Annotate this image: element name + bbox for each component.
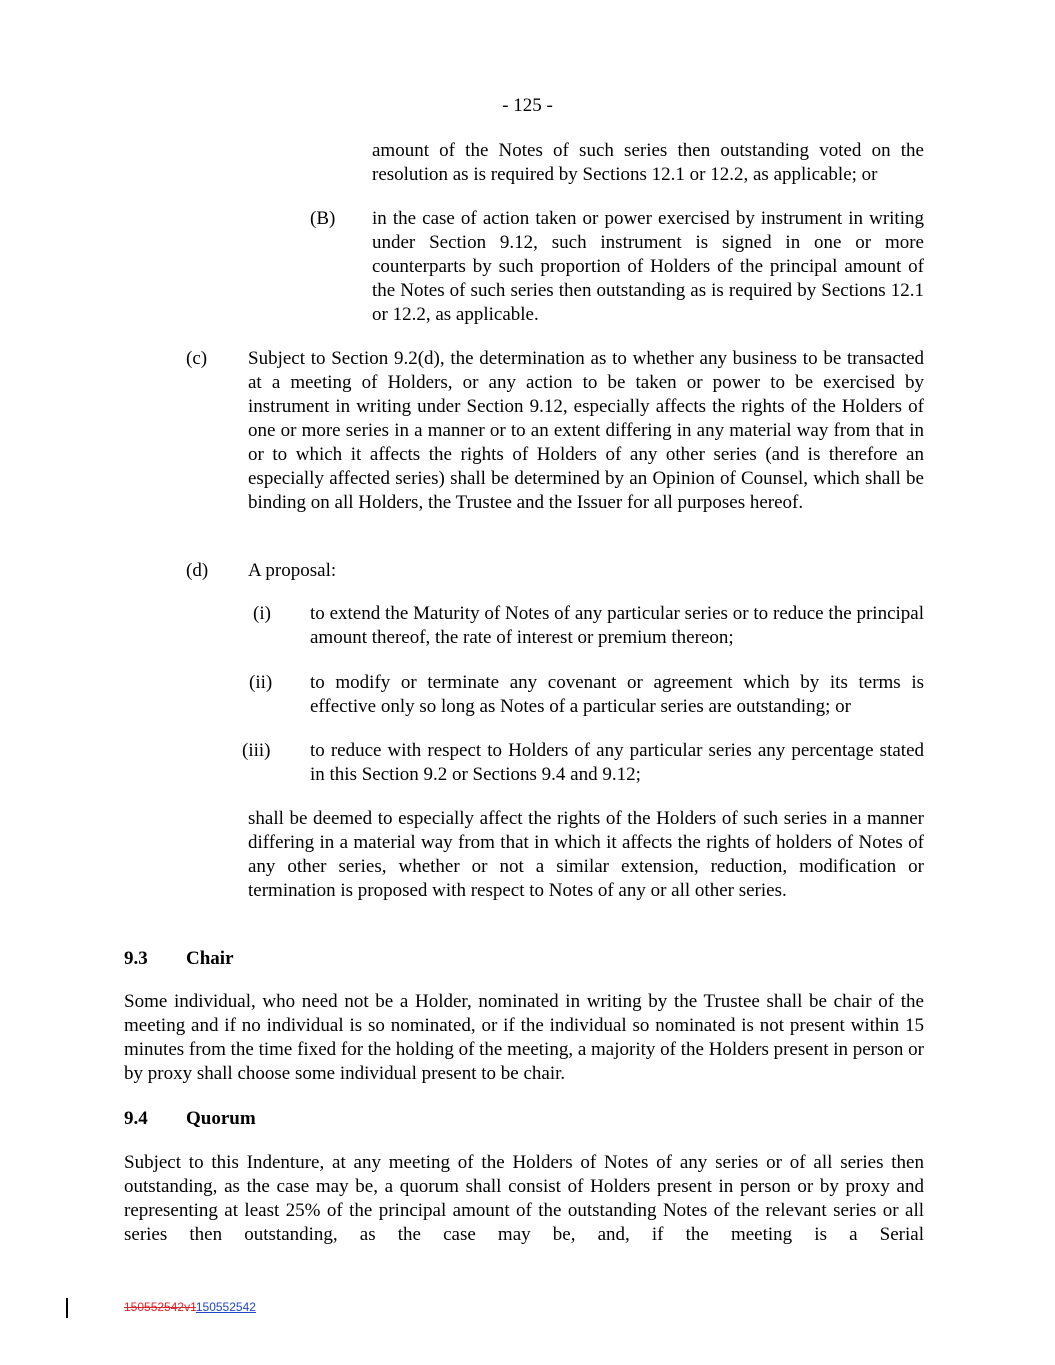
clause-d-label: (d) [186,560,209,581]
clause-d-iii-text: to reduce with respect to Holders of any particular series any percentage stated in this Section 9.2 or Sections 9.4 and 9.12; [310,740,924,785]
clause-d-iii-label: (iii) [242,740,271,761]
section-9-3-title: Chair [186,948,234,969]
document-id-inserted: 150552542 [195,1300,256,1314]
document-id [124,1299,256,1315]
clause-d-i-label: (i) [253,603,271,624]
clause-c-label: (c) [186,348,208,369]
clause-B-text: in the case of action taken or power exercised by instrument in writing under Section 9.12, such instrument is signed in one or more counterparts by such proportion of Holders of the principal amount of the Notes of such series then outstanding as is required by Sections 12.1 or 12.2, as applicable. [372,208,924,325]
clause-d-text: A proposal: [248,560,337,581]
clause-d-i-text: to extend the Maturity of Notes of any particular series or to reduce the principal amount thereof, the rate of interest or premium thereon; [310,603,924,648]
clause-B-label: (B) [310,208,336,229]
clause-c-text: Subject to Section 9.2(d), the determination as to whether any business to be transacted at a meeting of Holders, or any action to be taken or power to be exercised by instrument in writing under Section 9.12, especially affects the rights of the Holders of one or more series in a manner or to an extent differing in any material way from that in or to which it affects the rights of Holders of any other series (and is therefore an especially affected series) shall be determined by an Opinion of Counsel, which shall be binding on all Holders, the Trustee and the Issuer for all purposes hereof. [248,348,924,513]
clause-d-ii-label: (ii) [249,672,273,693]
page-number: - 125 - [502,95,553,116]
clause-d-ii-text: to modify or terminate any covenant or agreement which by its terms is effective only so long as Notes of a particular series are outstanding; or [310,672,924,717]
section-9-4-title: Quorum [186,1108,256,1129]
section-9-4-number: 9.4 [124,1108,148,1129]
clause-d-conclusion: shall be deemed to especially affect the rights of the Holders of such series in a manner differing in a material way from that in which it affects the rights of holders of Notes of any other series, whether or not a similar extension, reduction, modification or termination is proposed with respect to Notes of any or all other series. [248,808,924,901]
change-bar [66,1298,68,1318]
section-9-3-body: Some individual, who need not be a Holder, nominated in writing by the Trustee shall be chair of the meeting and if no individual is so nominated, or if the individual so nominated is not present within 15 minutes from the time fixed for the holding of the meeting, a majority of the Holders present in person or by proxy shall choose some individual present to be chair. [124,991,924,1084]
clause-a-continuation: amount of the Notes of such series then outstanding voted on the resolution as is required by Sections 12.1 or 12.2, as applicable; or [372,140,924,185]
section-9-3-number: 9.3 [124,948,148,969]
document-id-deleted: 150552542v1 [124,1300,196,1314]
section-9-4-body: Subject to this Indenture, at any meeting of the Holders of Notes of any series or of all series then outstanding, as the case may be, a quorum shall consist of Holders present in person or by proxy and representing at least 25% of the principal amount of the outstanding Notes of the relevant series or all series then outstanding, as the case may be, and, if the meeting is a Serial [124,1152,924,1245]
